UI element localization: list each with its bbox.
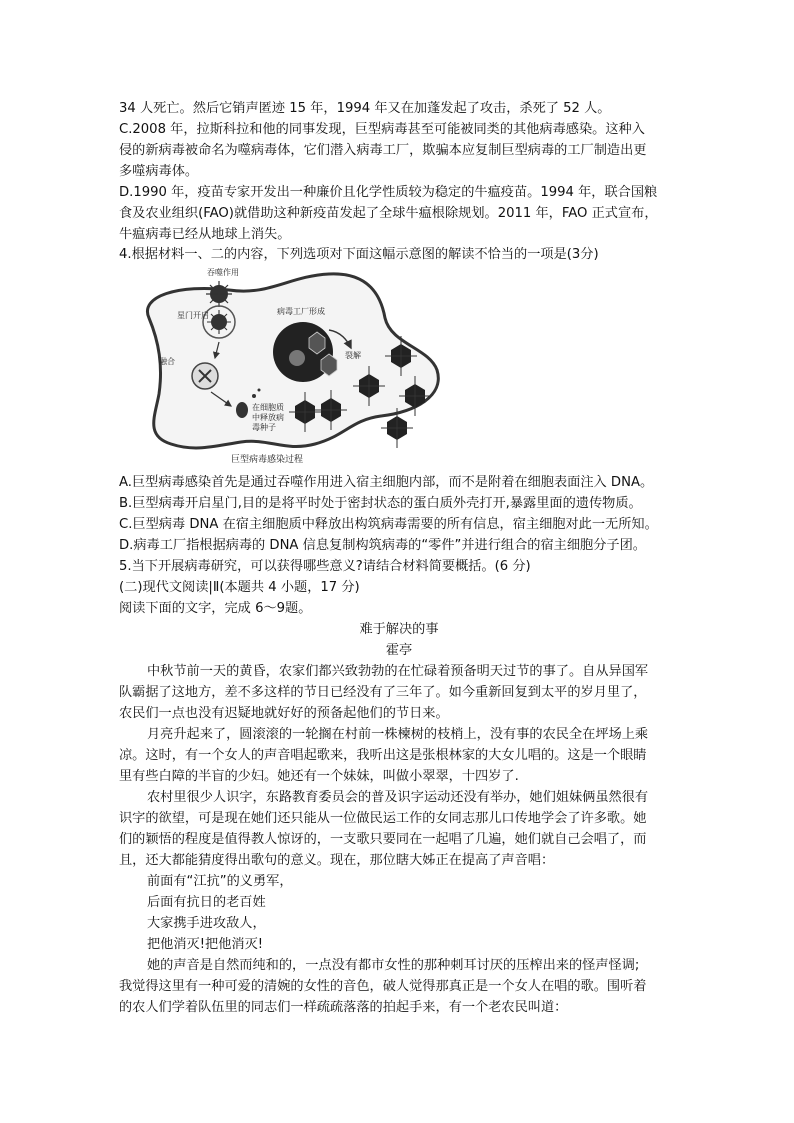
- text-line: 34 人死亡。然后它销声匿迹 15 年，1994 年又在加蓬发起了攻击，杀死了 52 人。: [119, 101, 611, 116]
- paragraph-line: 农民们一点也没有迟疑地就好好的预备起他们的节日来。: [119, 706, 449, 721]
- figure-caption: 巨型病毒感染过程: [231, 455, 304, 465]
- label-seed-2: 中释放病: [252, 413, 284, 422]
- option-a: A.巨型病毒感染首先是通过吞噬作用进入宿主细胞内部，而不是附着在细胞表面注入 DNA。: [119, 475, 654, 490]
- option-d: D.病毒工厂指根据病毒的 DNA 信息复制构筑病毒的“零件”并进行组合的宿主细胞分子团。: [119, 538, 646, 553]
- song-line: 前面有“江抗”的义勇军，: [147, 874, 293, 889]
- text-line: C.2008 年，拉斯科拉和他的同事发现，巨型病毒甚至可能被同类的其他病毒感染。这种入: [119, 122, 645, 137]
- paragraph-line: 中秋节前一天的黄昏，农家们都兴致勃勃的在忙碌着预备明天过节的事了。自从异国军: [147, 664, 649, 679]
- text-line: 牛瘟病毒已经从地球上消失。: [119, 227, 291, 242]
- song-line: 大家携手进攻敌人，: [147, 916, 266, 931]
- question-5: 5.当下开展病毒研究，可以获得哪些意义?请结合材料简要概括。(6 分): [119, 559, 531, 574]
- question-4: 4.根据材料一、二的内容，下列选项对下面这幅示意图的解读不恰当的一项是(3分): [119, 247, 599, 262]
- paragraph-line: 的农人们学着队伍里的同志们一样疏疏落落的拍起手来，有一个老农民叫道：: [119, 1000, 568, 1015]
- paragraph-line: 她的声音是自然而纯和的，一点没有都市女性的那种刺耳讨厌的压榨出来的怪声怪调;: [147, 958, 640, 973]
- paragraph-line: 农村里很少人识字，东路教育委员会的普及识字运动还没有举办，她们姐妹俩虽然很有: [147, 790, 649, 805]
- option-b: B.巨型病毒开启星门,目的是将平时处于密封状态的蛋白质外壳打开,暴露里面的遗传物质。: [119, 496, 642, 511]
- virus-infection-diagram: [119, 266, 445, 472]
- paragraph-line: 且，还大都能猜度得出歌句的意义。现在，那位瞎大姊正在提高了声音唱：: [119, 853, 555, 868]
- section-instructions: 阅读下面的文字，完成 6～9题。: [119, 601, 312, 616]
- text-line: 侵的新病毒被命名为噬病毒体，它们潜入病毒工厂，欺骗本应复制巨型病毒的工厂制造出更: [119, 143, 647, 158]
- paragraph-line: 凉。这时，有一个女人的声音唱起歌来，我听出这是张根林家的大女儿唱的。这是一个眼睛: [119, 748, 647, 763]
- label-lysis: 裂解: [345, 351, 361, 360]
- song-line: 把他消灭!把他消灭!: [147, 937, 264, 952]
- label-fusion: 融合: [159, 357, 175, 366]
- paragraph-line: 们的颖悟的程度是值得教人惊讶的，一支歌只要同在一起唱了几遍，她们就自己会唱了，而: [119, 832, 647, 847]
- paragraph-line: 我觉得这里有一种可爱的清婉的女性的音色，破人觉得那真正是一个女人在唱的歌。围听着: [119, 979, 647, 994]
- paragraph-line: 里有些白障的半盲的少妇。她还有一个妹妹，叫做小翠翠，十四岁了.: [119, 769, 519, 784]
- label-phagocytosis: 吞噬作用: [207, 268, 239, 277]
- text-line: 多噬病毒体。: [119, 164, 199, 179]
- text-line: 食及农业组织(FAO)就借助这种新疫苗发起了全球牛瘟根除规划。2011 年，FAO 正式宣布，: [119, 206, 658, 221]
- virus-seed: [236, 402, 248, 418]
- story-title: 难于解决的事: [359, 622, 439, 637]
- story-author: 霍亭: [385, 643, 413, 658]
- option-c: C.巨型病毒 DNA 在宿主细胞质中释放出构筑病毒需要的所有信息，宿主细胞对此一无所知。: [119, 517, 658, 532]
- section-heading: (二)现代文阅读|Ⅱ(本题共 4 小题，17 分): [119, 580, 360, 595]
- label-stargate: 星门开启: [177, 311, 209, 320]
- label-factory: 病毒工厂形成: [277, 307, 325, 316]
- virus-factory: [273, 322, 333, 382]
- paragraph-line: 队霸据了这地方，差不多这样的节日已经没有了三年了。如今重新回复到太平的岁月里了，: [119, 685, 647, 700]
- paragraph-line: 识字的欲望，可是现在她们还只能从一位做民运工作的女同志那儿口传地学会了许多歌。她: [119, 811, 647, 826]
- label-seed-1: 在细胞质: [252, 403, 284, 412]
- text-line: D.1990 年，疫苗专家开发出一种廉价且化学性质较为稳定的牛瘟疫苗。1994 年，联合国粮: [119, 185, 658, 200]
- song-line: 后面有抗日的老百姓: [147, 895, 266, 910]
- label-seed-3: 毒种子: [252, 423, 276, 432]
- paragraph-line: 月亮升起来了，圆滚滚的一轮搁在村前一株楝树的枝梢上，没有事的农民全在坪场上乘: [147, 727, 649, 742]
